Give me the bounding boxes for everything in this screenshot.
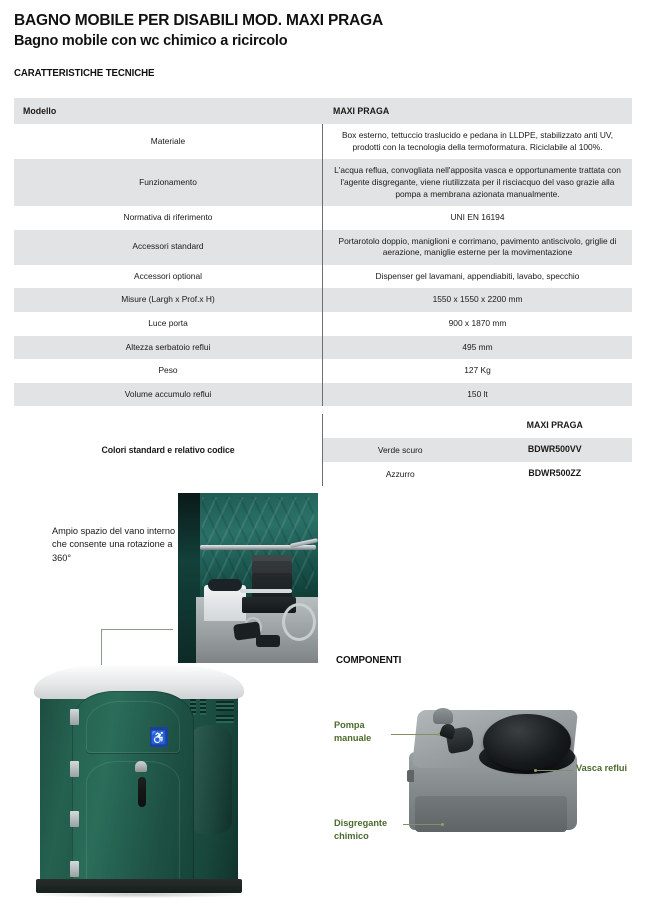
- color-name: Azzurro: [385, 468, 415, 479]
- cabin-door-handle: [138, 777, 146, 807]
- column-header-modello: Modello: [23, 106, 57, 116]
- spec-value: 127 Kg: [322, 359, 632, 383]
- spec-value: 900 x 1870 mm: [322, 312, 632, 336]
- color-name: Verde scuro: [377, 444, 423, 455]
- tank-lower-chamber: [415, 796, 567, 832]
- spec-value: Dispenser gel lavamani, appendiabiti, lavabo, specchio: [322, 265, 632, 289]
- table-header-row: [14, 98, 632, 124]
- cabin-shadow: [32, 891, 246, 898]
- cabin-door-panel-lower: [86, 761, 180, 885]
- photo-portable-toilet-cabin: [30, 665, 248, 900]
- document-header: [0, 0, 659, 79]
- cabin-vent-icon: [200, 699, 206, 715]
- column-header-model-name: MAXI PRAGA: [333, 106, 390, 116]
- callout-line-pompa: [391, 734, 439, 735]
- specifications-table: [14, 98, 632, 406]
- colors-header-row: [323, 414, 632, 438]
- spec-value: Box esterno, tettuccio traslucido e pedana in LLDPE, stabilizzato anti UV, prodotti con la tecnologia della termoformatura. Riciclabile al 100%.: [322, 124, 632, 159]
- spec-value: Portarotolo doppio, maniglioni e corrimano, pavimento antiscivolo, griglie di aerazione, maniglie esterne per la movimentazione: [322, 230, 632, 265]
- cabin-hinge-icon: [70, 761, 79, 777]
- tank-toilet-seat: [483, 714, 571, 770]
- tank-fill-cap: [433, 708, 453, 724]
- colors-header-model: MAXI PRAGA: [526, 420, 583, 431]
- tank-side-notch: [407, 770, 414, 782]
- spec-label: Accessori standard: [132, 241, 204, 252]
- callout-line-vasca: [537, 770, 573, 771]
- spec-label: Luce porta: [148, 318, 188, 329]
- callout-pompa-manuale: Pompa manuale: [334, 720, 372, 743]
- table-row: [14, 288, 632, 312]
- spec-label: Funzionamento: [139, 176, 197, 187]
- wheelchair-footrest-secondary: [256, 635, 280, 647]
- accessibility-sticker-icon: [150, 727, 168, 747]
- wheelchair-armrest: [240, 589, 292, 593]
- cabin-vent-icon: [216, 715, 234, 723]
- color-code: BDWR500VV: [527, 444, 582, 455]
- table-row: [14, 159, 632, 206]
- table-row: [14, 206, 632, 230]
- color-row: [323, 438, 632, 462]
- photo-waste-tank: [405, 700, 585, 838]
- cabin-hinge-icon: [70, 861, 79, 877]
- section-heading-componenti: COMPONENTI: [336, 654, 402, 666]
- spec-label: Accessori optional: [134, 270, 202, 281]
- cabin-vent-icon: [216, 701, 234, 711]
- photo-interior-wheelchair: [178, 493, 318, 663]
- spec-value: 150 lt: [322, 383, 632, 407]
- color-code: BDWR500ZZ: [528, 468, 582, 479]
- color-row: [323, 462, 632, 486]
- table-row: [14, 124, 632, 159]
- colors-section-label: Colori standard e relativo codice: [101, 445, 235, 455]
- callout-dot-pompa: [437, 733, 440, 736]
- colors-table: [14, 414, 632, 486]
- spec-label: Misure (Largh x Prof.x H): [121, 294, 215, 305]
- callout-vasca-reflui: Vasca reflui: [576, 763, 628, 773]
- table-row: [14, 383, 632, 407]
- interior-toilet-lid: [208, 579, 242, 591]
- table-row: [14, 230, 632, 265]
- cabin-hinge-icon: [70, 811, 79, 827]
- cabin-hinge-icon: [70, 709, 79, 725]
- wheelchair-wheel: [282, 603, 316, 641]
- callout-line-disgregante: [403, 824, 443, 825]
- cabin-lock-icon: [135, 761, 147, 772]
- page-title: BAGNO MOBILE PER DISABILI MOD. MAXI PRAGA: [14, 12, 383, 29]
- spec-label: Materiale: [150, 135, 186, 146]
- page-subtitle: Bagno mobile con wc chimico a ricircolo: [14, 32, 288, 49]
- callout-dot-disgregante: [441, 823, 444, 826]
- table-row: [14, 312, 632, 336]
- table-row: [14, 359, 632, 383]
- spec-label: Normativa di riferimento: [123, 212, 213, 223]
- callout-disgregante-chimico: Disgregante chimico: [334, 818, 388, 841]
- table-row: [14, 336, 632, 360]
- spec-label: Altezza serbatoio reflui: [125, 341, 211, 352]
- cabin-side-tank: [188, 725, 232, 835]
- spec-value: 1550 x 1550 x 2200 mm: [322, 288, 632, 312]
- spec-value: L'acqua reflua, convogliata nell'apposita vasca e opportunamente trattata con l'agente disgregante, viene riutilizzata per il risciacquo del vaso grazie alla pompa a membrana azionata manualmente.: [322, 159, 632, 206]
- spec-value: 495 mm: [322, 336, 632, 360]
- spec-value: UNI EN 16194: [322, 206, 632, 230]
- colors-codes-column: [322, 414, 632, 486]
- interior-space-note: Ampio spazio del vano interno che consente una rotazione a 360°: [52, 526, 176, 563]
- section-heading-caratteristiche: CARATTERISTICHE TECNICHE: [14, 67, 155, 80]
- spec-label: Volume accumulo reflui: [124, 388, 212, 399]
- wheelchair-glyph: ♿: [150, 729, 168, 745]
- callout-dot-vasca: [534, 769, 537, 772]
- table-row: [14, 265, 632, 289]
- spec-label: Peso: [158, 365, 178, 376]
